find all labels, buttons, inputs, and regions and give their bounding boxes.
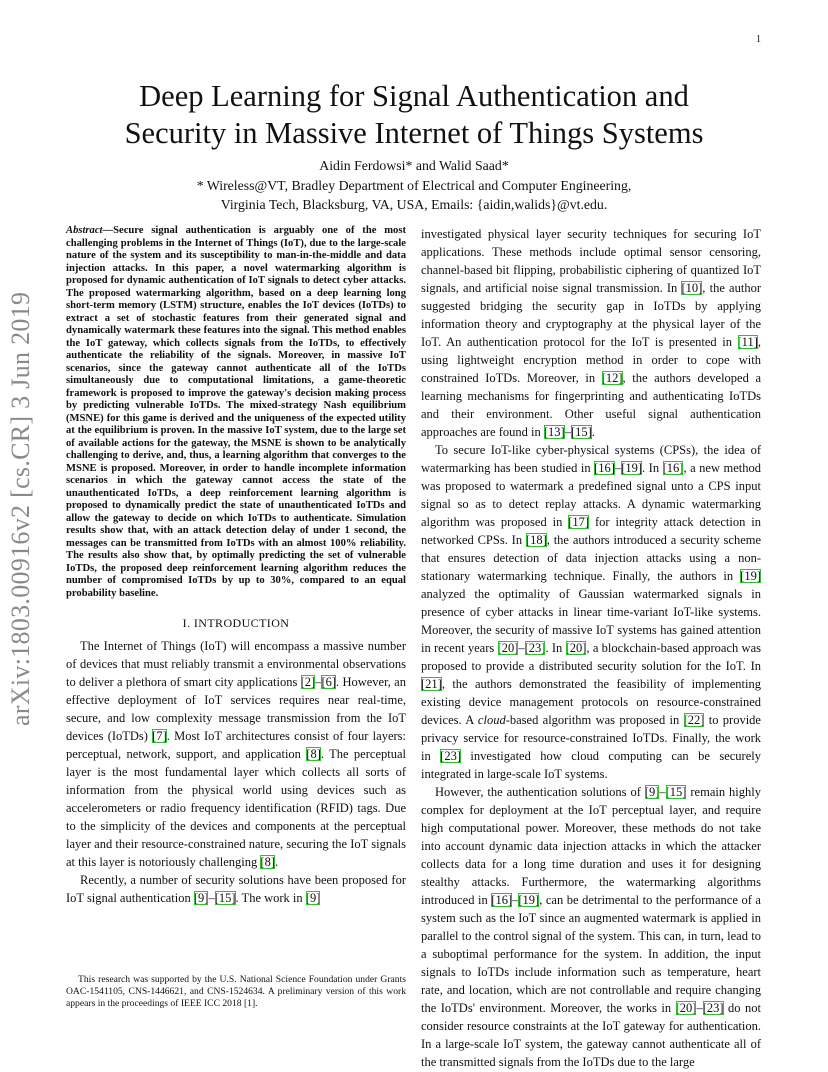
text-run: . xyxy=(591,425,595,439)
citation-link[interactable]: [23] xyxy=(524,641,546,655)
citation-link[interactable]: [9] xyxy=(644,785,660,799)
text-run: , the authors developed a learning mechanisms for fingerprinting and authenticating IoTDs and their environment. Other useful signal authentication approaches are found in xyxy=(421,371,761,439)
text-run: . However, an effective deployment of IoT services requires near real-time, secure, and low complexity message transmission from the IoT devices (IoTDs) xyxy=(66,675,406,743)
citation-link[interactable]: [15] xyxy=(570,425,592,439)
abstract-lead: Abstract xyxy=(66,225,103,236)
page-number: 1 xyxy=(756,34,761,45)
citation-link[interactable]: [19] xyxy=(740,569,761,583)
citation-link[interactable]: [6] xyxy=(321,675,337,689)
text-run: . Most IoT architectures consist of four layers: perceptual, network, support, and application xyxy=(66,729,406,761)
authors: Aidin Ferdowsi* and Walid Saad* xyxy=(319,158,509,173)
text-run: The Internet of Things (IoT) will encompass a massive number of devices that must reliably transmit a environmental observations to deliver a plethora of smart city applications xyxy=(66,639,406,689)
citation-link[interactable]: [10] xyxy=(681,281,703,295)
text-run: , using lightweight encryption method in order to cope with constrained IoTDs. Moreover, in xyxy=(421,335,761,385)
text-run: investigated physical layer security techniques for securing IoT applications. These methods include optimal sensor censoring, channel-based bit flipping, probabilistic ciphering of quantized IoT signals, and artificial noise signal transmission. In xyxy=(421,227,761,295)
text-run: – xyxy=(614,461,622,475)
citation-link[interactable]: [21] xyxy=(421,677,442,691)
intro-paragraph-2 xyxy=(66,871,406,907)
text-run: analyzed the optimality of Gaussian watermarked signals in presence of cyber attacks in linear time-variant IoT-like systems. Moreover, the security of massive IoT systems has gained attention in recent years xyxy=(421,587,761,655)
text-run: . In xyxy=(545,641,566,655)
body-paragraph-limitations xyxy=(421,783,761,1071)
text-run: – xyxy=(208,891,215,905)
text-run: for integrity attack detection in networked CPSs. In xyxy=(421,515,761,547)
text-run: . In xyxy=(642,461,663,475)
text-run: , a new method was proposed to watermark a predefined signal unto a CPS input signal so as to detect replay attacks. A dynamic watermarking algorithm was proposed in xyxy=(421,461,761,529)
citation-link[interactable]: [11] xyxy=(737,335,758,349)
citation-link[interactable]: [2] xyxy=(300,675,316,689)
text-run: remain highly complex for deployment at the IoT perceptual layer, and require high computational power. Moreover, these methods do not take into account dynamic data injection attacks in which the attacker collects data for a long time duration and uses it for designing stealthy attacks. Furthermore, the watermarking algorithms introduced in xyxy=(421,785,761,907)
abstract xyxy=(66,225,406,600)
title-line-2: Security in Massive Internet of Things Systems xyxy=(124,116,704,150)
section-heading-introduction: I. INTRODUCTION xyxy=(182,616,290,630)
citation-link[interactable]: [12] xyxy=(601,371,623,385)
footnote-text: This research was supported by the U.S. National Science Foundation under Grants OAC-1541105, CNS-1446621, and CNS-1524634. A preliminary version of this work appears in the proceedings of IEEE ICC 2018 [1]. xyxy=(66,974,406,1009)
intro-paragraph-1 xyxy=(66,637,406,871)
citation-link[interactable]: [8] xyxy=(260,855,275,869)
text-run: , the authors demonstrated the feasibility of implementing existing device management protocols on resource-constrained devices. A xyxy=(421,677,761,727)
right-column xyxy=(421,225,761,1071)
citation-link[interactable]: [8] xyxy=(306,747,321,761)
left-column xyxy=(66,225,406,907)
text-run: , a blockchain-based approach was proposed to provide a distributed security solution for the IoT. In xyxy=(421,641,761,673)
title-line-1: Deep Learning for Signal Authentication and xyxy=(139,79,689,113)
text-run: – xyxy=(696,1001,703,1015)
text-run: . The perceptual layer is the most fundamental layer which collects all sorts of information from the physical world using devices such as accelerometers or radio frequency identification (RFID) tags. Due to the simplicity of the devices and components at the perceptual layer and their resource-constrained nature, securing the IoT signals at this layer is notoriously challenging xyxy=(66,747,406,869)
affiliation-line-2: Virginia Tech, Blacksburg, VA, USA, Emails: {aidin,walids}@vt.edu. xyxy=(220,197,608,212)
footnote xyxy=(66,974,406,1010)
text-run: To secure IoT-like cyber-physical systems (CPSs), the idea of watermarking has been studied in xyxy=(421,443,761,475)
text-run: , can be detrimental to the performance of a system such as the IoT since an augmented watermark is applied in parallel to the control signal of the system. This can, in turn, lead to a suboptimal performance for the system. In addition, the input signals to IoTDs include information such as temperature, heart rate, and location, which are not controllable and require changing the IoTDs' environment. Moreover, the works in xyxy=(421,893,761,1015)
text-run: Recently, a number of security solutions have been proposed for IoT signal authentication xyxy=(66,873,406,905)
text-run: , the authors introduced a security scheme that ensures detection of data injection attacks using a non-stationary watermarking technique. Finally, the authors in xyxy=(421,533,762,583)
text-run: . The work in xyxy=(235,891,306,905)
text-run: investigated how cloud computing can be securely integrated in large-scale IoT systems. xyxy=(421,749,761,781)
citation-link[interactable]: [19] xyxy=(621,461,643,475)
citation-link[interactable]: [20] xyxy=(565,641,587,655)
citation-link[interactable]: [19] xyxy=(518,893,540,907)
citation-link[interactable]: [16] xyxy=(491,893,513,907)
emphasized-word: cloud xyxy=(477,713,506,727)
citation-link[interactable]: [9] xyxy=(305,891,321,905)
text-run: – xyxy=(518,641,525,655)
citation-link[interactable]: [15] xyxy=(665,785,687,799)
citation-link[interactable]: [13] xyxy=(543,425,565,439)
text-run: . xyxy=(275,855,279,869)
citation-link[interactable]: [16] xyxy=(662,461,684,475)
citation-link[interactable]: [20] xyxy=(497,641,519,655)
text-run: – xyxy=(315,675,322,689)
text-run: – xyxy=(659,785,666,799)
citation-link[interactable]: [23] xyxy=(702,1001,724,1015)
body-paragraph-continued xyxy=(421,225,761,441)
text-run: , the author suggested bridging the security gap in IoTDs by applying information theory and cryptography at the physical layer of the IoT. An authentication protocol for the IoT is presented in xyxy=(421,281,761,349)
text-run: – xyxy=(512,893,519,907)
text-run: do not consider resource constraints at the IoT gateway for authentication. In a large-scale IoT system, the gateway cannot authenticate all of the transmitted signals from the IoTDs due to the large xyxy=(421,1001,761,1069)
citation-link[interactable]: [22] xyxy=(683,713,705,727)
citation-link[interactable]: [17] xyxy=(568,515,590,529)
arxiv-identifier-stamp: arXiv:1803.00916v2 [cs.CR] 3 Jun 2019 xyxy=(6,291,35,726)
text-run: to provide privacy service for resource-constrained IoTDs. Finally, the work in xyxy=(421,713,761,763)
citation-link[interactable]: [9] xyxy=(193,891,209,905)
citation-link[interactable]: [16] xyxy=(594,461,615,475)
text-run: -based algorithm was proposed in xyxy=(505,713,684,727)
text-run: However, the authentication solutions of xyxy=(435,785,645,799)
body-paragraph-watermarking xyxy=(421,441,761,783)
citation-link[interactable]: [20] xyxy=(675,1001,697,1015)
citation-link[interactable]: [23] xyxy=(440,749,461,763)
paper-title xyxy=(60,78,768,152)
citation-link[interactable]: [7] xyxy=(152,729,167,743)
text-run: – xyxy=(564,425,571,439)
abstract-body: —Secure signal authentication is arguably one of the most challenging problems in the Internet of Things (IoT), due to the large-scale nature of the system and its susceptibility to man-in-the-middle and data injection attacks. In this paper, a novel watermarking algorithm is proposed for dynamic authentication of IoT signals to detect cyber attacks. The proposed watermarking algorithm, based on a deep learning long short-term memory (LSTM) structure, enables the IoT devices (IoTDs) to extract a set of stochastic features from their generated signal and dynamically watermark these features into the signal. This method enables the IoT gateway, which collects signals from the IoTDs, to effectively authenticate the reliability of the signals. Moreover, in massive IoT scenarios, since the gateway cannot authenticate all of the IoTDs simultaneously due to computational limitations, a game-theoretic framework is proposed to improve the gateway's decision making process by predicting vulnerable IoTDs. The mixed-strategy Nash equilibrium (MSNE) for this game is derived and the uniqueness of the expected utility at the equilibrium is proven. In the massive IoT system, due to the large set of available actions for the gateway, the MSNE is shown to be analytically challenging to derive, and, thus, a learning algorithm that converges to the MSNE is proposed. Moreover, in order to handle incomplete information scenarios in which the gateway cannot access the state of the unauthenticated IoTDs, a deep reinforcement learning algorithm is proposed to dynamically predict the state of unauthenticated IoTDs and allow the gateway to decide on which IoTDs to authenticate. Simulation results show that, with an attack detection delay of under 1 second, the messages can be transmitted from IoTDs with an almost 100% reliability. The results also show that, by optimally predicting the set of vulnerable IoTDs, the proposed deep reinforcement learning algorithm reduces the number of compromised IoTDs by up to 30%, compared to an equal probability baseline. xyxy=(66,225,406,599)
citation-link[interactable]: [15] xyxy=(214,891,236,905)
affiliation-line-1: * Wireless@VT, Bradley Department of Electrical and Computer Engineering, xyxy=(196,178,632,193)
citation-link[interactable]: [18] xyxy=(525,533,547,547)
